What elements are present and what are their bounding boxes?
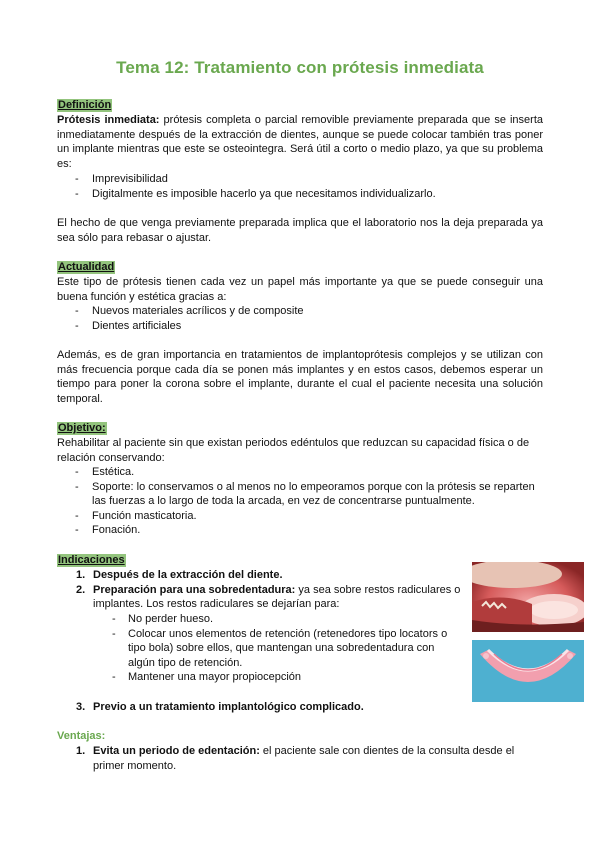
list-item: - Estética.: [57, 465, 543, 480]
list-item-text: Previo a un tratamiento implantológico complicado.: [93, 701, 364, 713]
list-item: - Nuevos materiales acrílicos y de composite: [57, 304, 543, 319]
indicaciones-item-2-line-2: implantes. Los restos radiculares se dejarían para:: [93, 598, 340, 610]
intraoral-photo-image: [472, 562, 584, 632]
list-item: - Imprevisibilidad: [57, 172, 543, 187]
section-heading-definicion: Definición: [58, 99, 112, 111]
list-number: 2.: [76, 584, 86, 596]
list-item: - Fonación.: [57, 523, 543, 538]
section-heading-objetivo: Objetivo:: [58, 422, 106, 434]
actualidad-paragraph: Este tipo de prótesis tienen cada vez un papel más importante ya que se puede conseguir una buena función y estética gracias a:: [57, 276, 543, 303]
ventajas-item-1-line-2: primer momento.: [93, 760, 177, 772]
actualidad-bullet-list: [57, 304, 543, 333]
definicion-bullet-list: [57, 172, 543, 201]
definicion-text: prótesis completa o parcial removible previamente preparada que se inserta inmediatamente después de la extracción de dientes, aunque se puede colocar también tras poner un implante mientras que este se osteointegra. Será útil a corto o medio plazo, ya que su problema es:: [57, 114, 543, 170]
sub-list-item-continuation: tipo bola) sobre ellos, que mantengan una sobredentadura con: [128, 642, 435, 654]
list-item-text: Después de la extracción del diente.: [93, 569, 283, 581]
definicion-paragraph: [57, 113, 543, 171]
list-number: 3.: [76, 701, 86, 713]
list-item-text: el paciente sale con dientes de la consulta desde el: [259, 745, 515, 757]
denture-photo-image: [472, 640, 584, 702]
sub-list-item-continuation: algún tipo de retención.: [128, 657, 243, 669]
page-title: Tema 12: Tratamiento con prótesis inmediata: [116, 58, 484, 77]
list-item: - Dientes artificiales: [57, 319, 543, 334]
list-item-term: Evita un periodo de edentación:: [93, 745, 260, 757]
definicion-term: Prótesis inmediata:: [57, 114, 160, 126]
document-page: Tema 12: Tratamiento con prótesis inmediata Definición Prótesis inmediata: prótesis completa o parcial removible previamente preparada que se inserta inmediatamente después de la extracción de dientes, aunque se puede colocar también tras poner un implante mientras que este se osteointegra. Será útil a corto o medio plazo, ya que su problema es: - Imprevisibilidad - Digitalmente es imposible hacerlo ya que necesitamos individualizarlo. El hecho de que venga previamente preparada implica que el laboratorio nos la deja preparada ya sea sólo para rebasar o ajustar. Actualidad Este tipo de prótesis tienen cada vez un papel más importante ya que se puede conseguir una buena función y estética gracias a: - Nuevos materiales acrílicos y de composite - Dientes artificiales Además, es de gran importancia en tratamientos de implantoprótesis complejos y se utilizan con más frecuencia porque cada día se ponen más implantes y en estos casos, debemos esperar un tiempo para poner la corona sobre el implante, durante el cual el paciente necesita una solución temporal. Objetivo: Rehabilitar al paciente sin que existan periodos edéntulos que reduzcan su capacidad física o de relación conservando: - Estética. - Soporte: lo conservamos o al menos no lo empeoramos porque con la prótesis se reparten las fuerzas a lo largo de toda la arcada, en vez de concentrarse puntualmente. - Función masticatoria. - Fonación. Indicaciones 1. Después de la extracción del diente. 2. Preparación para una sobredentadura: ya sea sobre restos radiculares o implantes. Los restos radiculares se dejarían para: - No perder hueso. - Colocar unos elementos de retención (retenedores tipo locators o tipo bola) sobre ellos, que mantengan una sobredentadura con algún tipo de retención. - Mantener una mayor propiocepción 3. Previo a un tratamiento implantológico complicado. Ventajas: 1. Evita un periodo de edentación: el paciente sale con dientes de la consulta desde el primer momento.: [0, 0, 600, 848]
list-item-text: ya sea sobre restos radiculares o: [295, 584, 461, 596]
objetivo-bullet-list: [57, 465, 543, 538]
objetivo-paragraph: Rehabilitar al paciente sin que existan periodos edéntulos que reduzcan su capacidad física o de relación conservando:: [57, 437, 530, 464]
definicion-note: El hecho de que venga previamente preparada implica que el laboratorio nos la deja preparada ya sea sólo para rebasar o ajustar.: [57, 217, 543, 244]
list-number: 1.: [76, 745, 86, 757]
list-item: - Función masticatoria.: [57, 509, 543, 524]
actualidad-note: Además, es de gran importancia en tratamientos de implantoprótesis complejos y se utilizan con más frecuencia porque cada día se ponen más implantes y en estos casos, debemos esperar un tiempo para poner la corona sobre el implante, durante el cual el paciente necesita una solución temporal.: [57, 349, 543, 405]
list-item-term: Preparación para una sobredentadura:: [93, 584, 296, 596]
section-heading-ventajas: Ventajas:: [57, 730, 106, 742]
list-number: 1.: [76, 569, 86, 581]
list-item: - Soporte: lo conservamos o al menos no lo empeoramos porque con la prótesis se reparten las fuerzas a lo largo de toda la arcada, en vez de concentrarse puntualmente.: [57, 480, 543, 509]
section-heading-indicaciones: Indicaciones: [58, 554, 125, 566]
list-item: - Digitalmente es imposible hacerlo ya que necesitamos individualizarlo.: [57, 187, 543, 202]
section-heading-actualidad: Actualidad: [58, 261, 115, 273]
